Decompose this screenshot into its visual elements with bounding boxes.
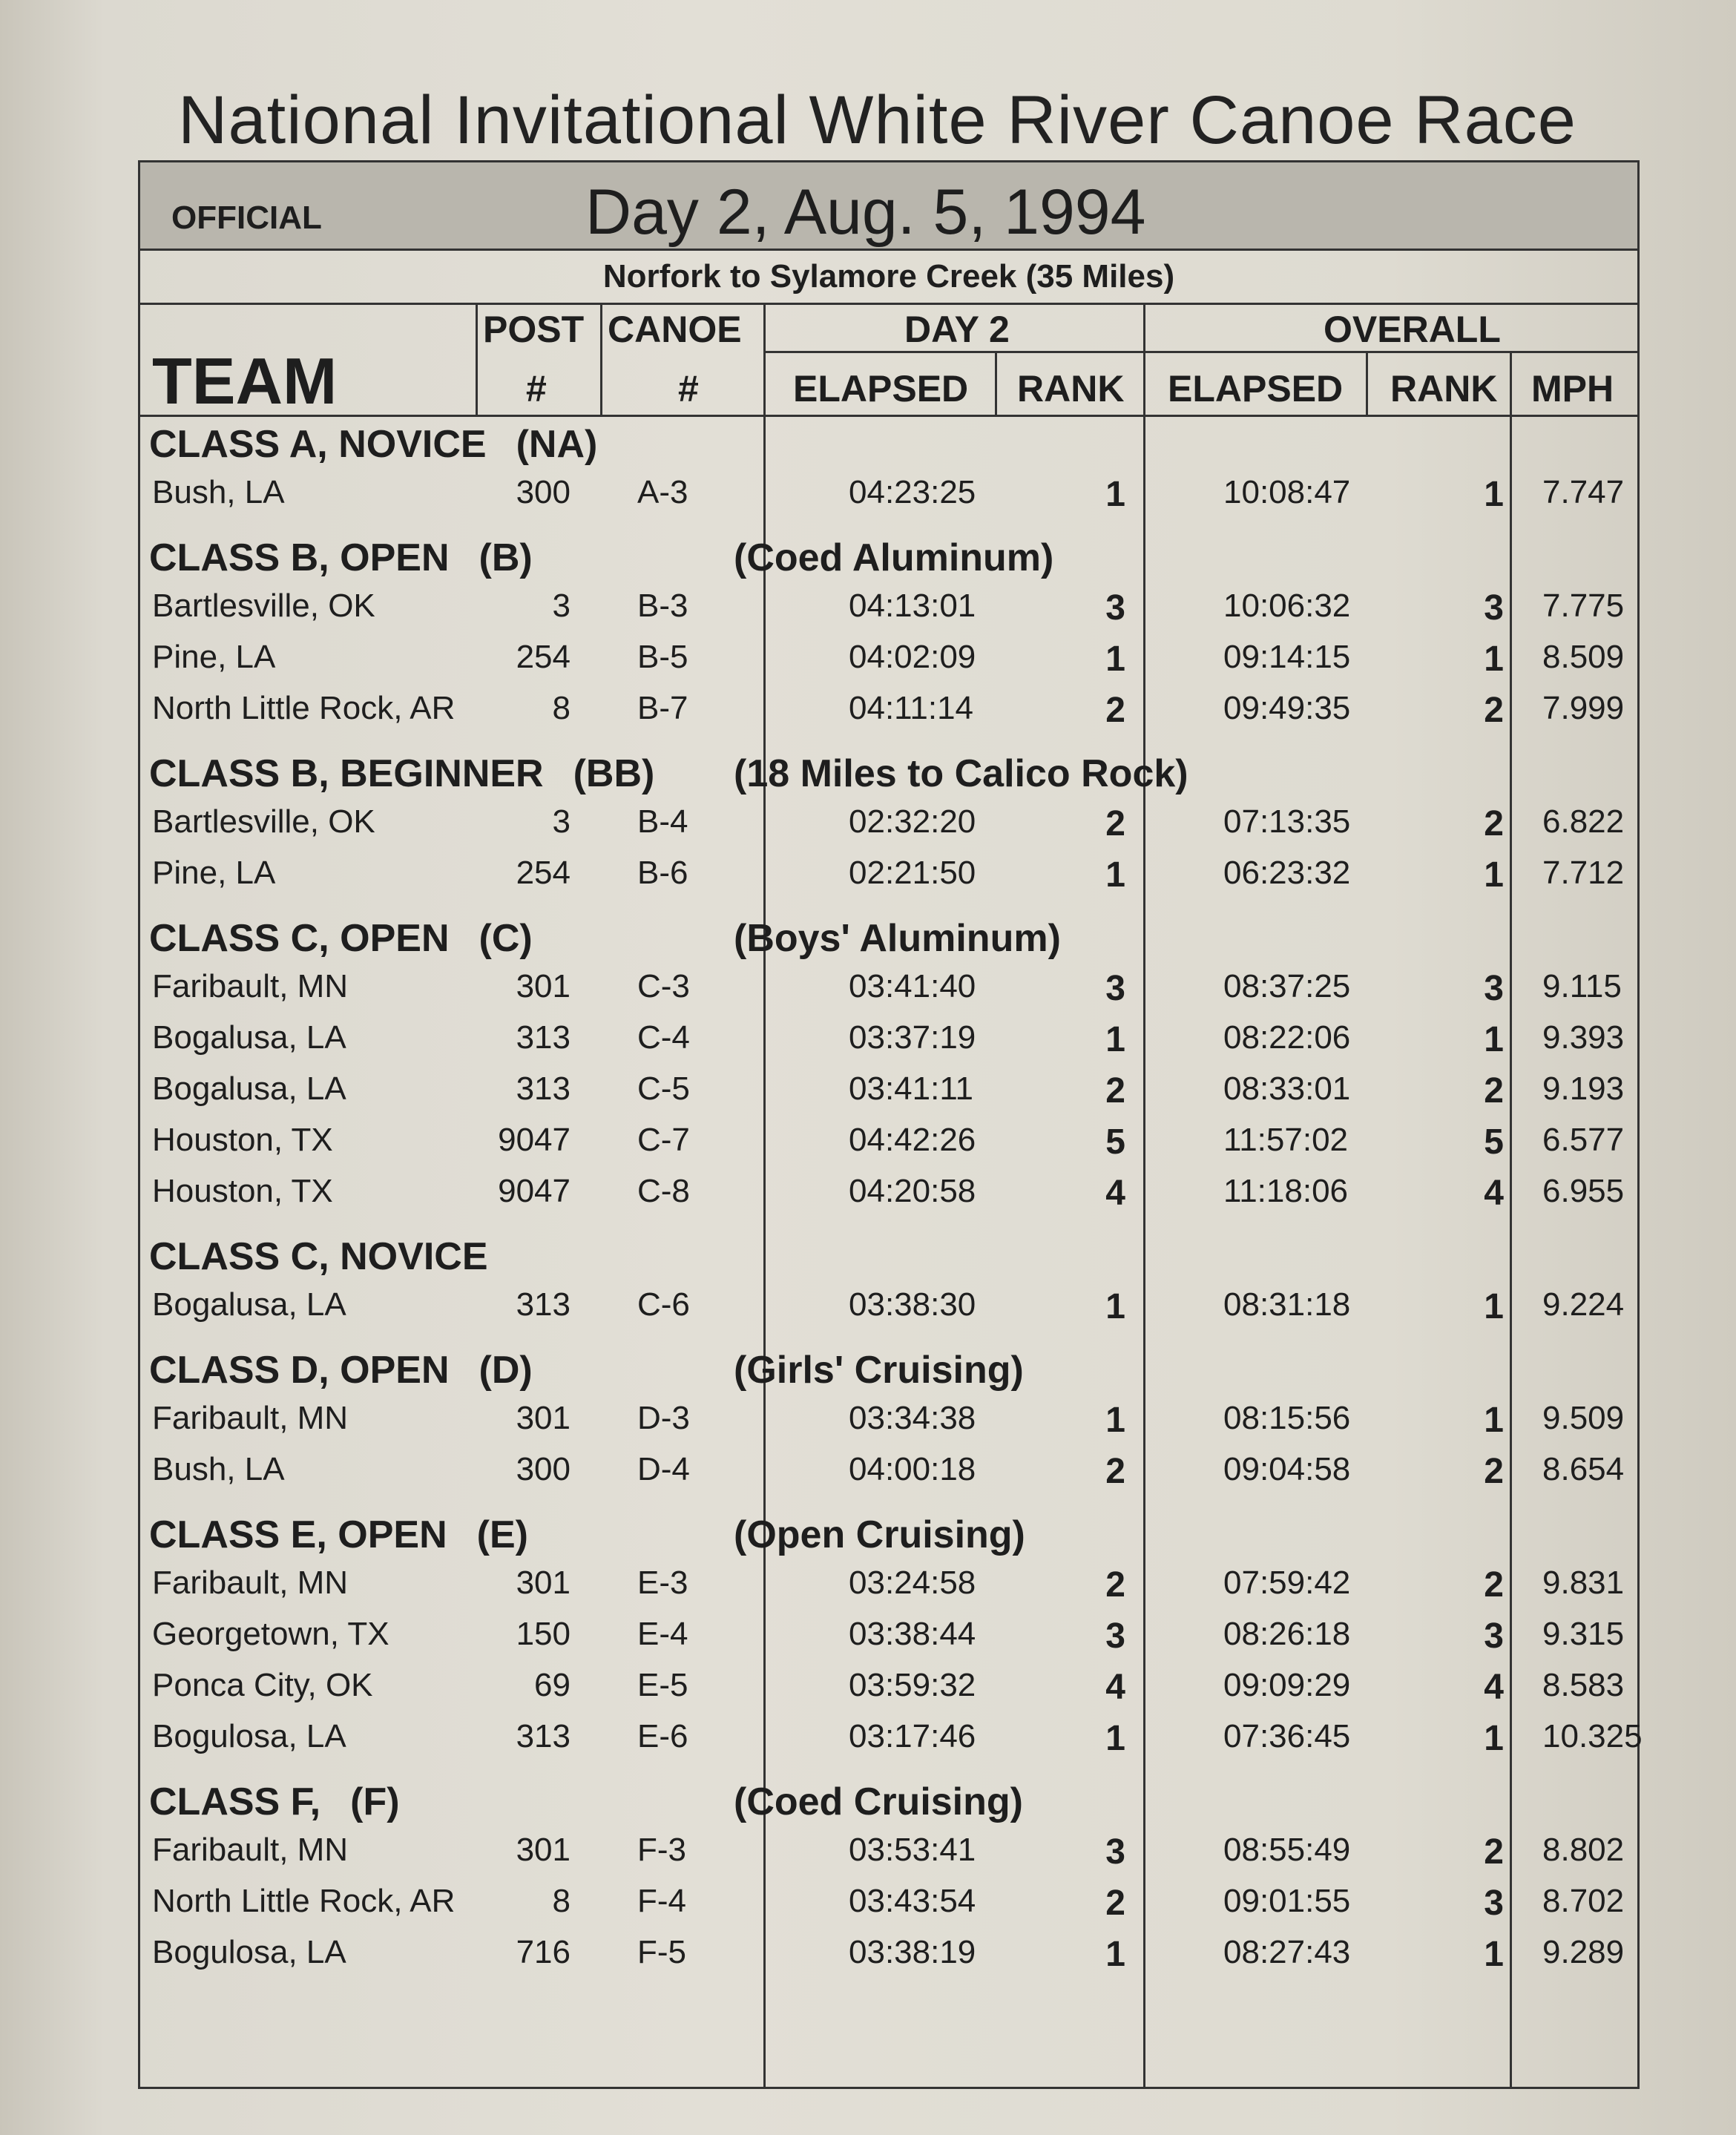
team-cell: Ponca City, OK [152, 1667, 373, 1703]
post-cell: 313 [516, 1718, 571, 1754]
overall-rank-cell: 4 [1484, 1174, 1504, 1213]
page-title: National Invitational White River Canoe Race [178, 82, 1576, 158]
mph-cell: 9.224 [1542, 1286, 1625, 1323]
day2-rank-cell: 1 [1105, 1020, 1125, 1059]
mph-cell: 6.577 [1542, 1122, 1625, 1158]
day2-rank-cell: 5 [1105, 1122, 1125, 1162]
header-canoe-sym: # [678, 368, 699, 409]
day2-elapsed-cell: 03:24:58 [849, 1565, 976, 1601]
day2-rank-cell: 3 [1105, 588, 1125, 628]
post-cell: 313 [516, 1019, 571, 1056]
header-day2: DAY 2 [904, 309, 1010, 350]
overall-rank-cell: 2 [1484, 804, 1504, 843]
overall-rank-cell: 3 [1484, 969, 1504, 1008]
post-cell: 9047 [498, 1122, 571, 1158]
post-cell: 313 [516, 1286, 571, 1323]
class-note: (18 Miles to Calico Rock) [734, 752, 1188, 795]
canoe-cell: B-7 [637, 690, 688, 726]
class-note: (Boys' Aluminum) [734, 917, 1061, 960]
table-row [140, 1718, 1643, 1769]
canoe-cell: E-4 [637, 1616, 688, 1652]
table-row [140, 1173, 1637, 1223]
post-cell: 300 [516, 474, 571, 510]
post-cell: 3 [552, 588, 571, 624]
overall-rank-cell: 1 [1484, 639, 1504, 679]
class-name: CLASS C, NOVICE [149, 1235, 488, 1278]
col-rule-post [600, 305, 602, 415]
table-row [140, 1616, 1637, 1666]
mph-cell: 9.115 [1542, 968, 1622, 1004]
post-cell: 9047 [498, 1173, 571, 1209]
canoe-cell: F-3 [637, 1832, 686, 1868]
team-cell: Bogalusa, LA [152, 1019, 346, 1056]
canoe-cell: C-6 [637, 1286, 690, 1323]
overall-rank-cell: 1 [1484, 1719, 1504, 1758]
table-row [140, 1667, 1637, 1717]
table-row [140, 803, 1637, 854]
class-heading [149, 916, 533, 961]
table-row [140, 1070, 1637, 1121]
header-day2-rank: RANK [1017, 368, 1125, 409]
mph-cell: 6.955 [1542, 1173, 1625, 1209]
subheader-rule [766, 351, 1637, 353]
day2-elapsed-cell: 03:38:44 [849, 1616, 976, 1652]
day2-elapsed-cell: 02:32:20 [849, 803, 976, 840]
class-note: (Open Cruising) [734, 1513, 1025, 1556]
day2-rank-cell: 3 [1105, 969, 1125, 1008]
official-label: OFFICIAL [171, 200, 322, 236]
post-cell: 254 [516, 639, 571, 675]
team-cell: Faribault, MN [152, 1832, 349, 1868]
post-cell: 69 [534, 1667, 571, 1703]
day2-rank-cell: 1 [1105, 1401, 1125, 1440]
class-note: (Coed Cruising) [734, 1780, 1023, 1823]
team-cell: Houston, TX [152, 1173, 333, 1209]
mph-cell: 8.802 [1542, 1832, 1625, 1868]
canoe-cell: E-5 [637, 1667, 688, 1703]
header-bottom-rule [140, 415, 1637, 417]
team-cell: Bogulosa, LA [152, 1934, 346, 1970]
overall-elapsed-cell: 11:57:02 [1223, 1122, 1349, 1158]
canoe-cell: E-3 [637, 1565, 688, 1601]
post-cell: 8 [552, 690, 571, 726]
overall-rank-cell: 1 [1484, 1935, 1504, 1974]
table-row [140, 1934, 1637, 1984]
day2-elapsed-cell: 03:59:32 [849, 1667, 976, 1703]
canoe-cell: D-4 [637, 1451, 690, 1487]
day2-rank-cell: 2 [1105, 1884, 1125, 1923]
class-name: CLASS D, OPEN [149, 1349, 450, 1392]
canoe-cell: C-7 [637, 1122, 690, 1158]
header-mph: MPH [1531, 368, 1614, 409]
day2-rank-cell: 2 [1105, 1071, 1125, 1111]
day2-rank-cell: 1 [1105, 1287, 1125, 1326]
class-code: (D) [479, 1349, 533, 1392]
overall-rank-cell: 5 [1484, 1122, 1504, 1162]
day2-elapsed-cell: 03:41:40 [849, 968, 976, 1004]
header-canoe: CANOE [608, 309, 742, 350]
class-heading [149, 1348, 533, 1392]
overall-elapsed-cell: 08:31:18 [1223, 1286, 1351, 1323]
overall-elapsed-cell: 10:08:47 [1223, 474, 1351, 510]
canoe-cell: B-4 [637, 803, 688, 840]
class-code: (NA) [516, 423, 598, 466]
team-cell: Bogulosa, LA [152, 1718, 346, 1754]
overall-elapsed-cell: 08:15:56 [1223, 1400, 1351, 1436]
overall-elapsed-cell: 08:33:01 [1223, 1070, 1351, 1107]
team-cell: Faribault, MN [152, 968, 349, 1004]
class-name: CLASS B, BEGINNER [149, 752, 544, 795]
table-row [140, 855, 1637, 905]
header-post-sym: # [526, 368, 547, 409]
table-row [140, 1019, 1637, 1070]
class-name: CLASS B, OPEN [149, 536, 450, 579]
class-heading [149, 422, 597, 467]
mph-cell: 9.193 [1542, 1070, 1625, 1107]
canoe-cell: E-6 [637, 1718, 688, 1754]
overall-elapsed-cell: 09:04:58 [1223, 1451, 1351, 1487]
overall-rank-cell: 1 [1484, 475, 1504, 514]
day2-rank-cell: 1 [1105, 855, 1125, 895]
table-row [140, 1122, 1637, 1172]
day2-rank-cell: 4 [1105, 1174, 1125, 1213]
day2-rank-cell: 4 [1105, 1668, 1125, 1707]
overall-elapsed-cell: 11:18:06 [1223, 1173, 1349, 1209]
team-cell: Bartlesville, OK [152, 588, 375, 624]
canoe-cell: B-3 [637, 588, 688, 624]
day2-elapsed-cell: 04:42:26 [849, 1122, 976, 1158]
overall-elapsed-cell: 07:36:45 [1223, 1718, 1351, 1754]
overall-elapsed-cell: 09:01:55 [1223, 1883, 1351, 1919]
class-note: (Coed Aluminum) [734, 536, 1054, 579]
overall-rank-cell: 1 [1484, 1287, 1504, 1326]
day2-elapsed-cell: 03:38:30 [849, 1286, 976, 1323]
day2-elapsed-cell: 04:23:25 [849, 474, 976, 510]
overall-elapsed-cell: 09:49:35 [1223, 690, 1351, 726]
table-row [140, 1451, 1637, 1501]
class-code: (B) [479, 536, 533, 579]
mph-cell: 9.831 [1542, 1565, 1625, 1601]
class-code: (C) [479, 917, 533, 960]
day2-rank-cell: 2 [1105, 1452, 1125, 1491]
overall-elapsed-cell: 10:06:32 [1223, 588, 1351, 624]
table-row [140, 1400, 1637, 1450]
day2-rank-cell: 2 [1105, 1565, 1125, 1605]
mph-cell: 9.509 [1542, 1400, 1625, 1436]
day2-elapsed-cell: 02:21:50 [849, 855, 976, 891]
canoe-cell: C-5 [637, 1070, 690, 1107]
overall-rank-cell: 1 [1484, 1020, 1504, 1059]
mph-cell: 7.747 [1542, 474, 1625, 510]
day2-elapsed-cell: 04:11:14 [849, 690, 974, 726]
overall-elapsed-cell: 08:22:06 [1223, 1019, 1351, 1056]
route-label: Norfork to Sylamore Creek (35 Miles) [140, 251, 1637, 305]
post-cell: 300 [516, 1451, 571, 1487]
header-overall-elapsed: ELAPSED [1168, 368, 1344, 409]
team-cell: Houston, TX [152, 1122, 333, 1158]
day2-elapsed-cell: 04:02:09 [849, 639, 976, 675]
mph-cell: 9.289 [1542, 1934, 1625, 1970]
day2-rank-cell: 1 [1105, 475, 1125, 514]
team-cell: Bush, LA [152, 1451, 285, 1487]
team-cell: Bogalusa, LA [152, 1286, 346, 1323]
mph-cell: 6.822 [1542, 803, 1625, 840]
day2-rank-cell: 2 [1105, 691, 1125, 730]
day2-elapsed-cell: 03:17:46 [849, 1718, 976, 1754]
header-overall: OVERALL [1324, 309, 1501, 350]
header-band [140, 162, 1637, 251]
overall-elapsed-cell: 06:23:32 [1223, 855, 1351, 891]
col-rule-day2-rank [995, 351, 997, 415]
mph-cell: 7.775 [1542, 588, 1625, 624]
overall-rank-cell: 2 [1484, 1832, 1504, 1872]
mph-cell: 8.583 [1542, 1667, 1625, 1703]
overall-rank-cell: 2 [1484, 1452, 1504, 1491]
canoe-cell: C-3 [637, 968, 690, 1004]
day2-rank-cell: 3 [1105, 1832, 1125, 1872]
post-cell: 301 [516, 1400, 571, 1436]
team-cell: Bartlesville, OK [152, 803, 375, 840]
results-table [138, 160, 1643, 2089]
day2-elapsed-cell: 03:41:11 [849, 1070, 974, 1107]
team-cell: Bogalusa, LA [152, 1070, 346, 1107]
class-heading [149, 1234, 518, 1279]
overall-rank-cell: 4 [1484, 1668, 1504, 1707]
table-row [140, 588, 1637, 638]
mph-cell: 8.702 [1542, 1883, 1625, 1919]
header-day2-elapsed: ELAPSED [793, 368, 969, 409]
post-cell: 150 [516, 1616, 571, 1652]
table-row [140, 474, 1637, 524]
day2-rank-cell: 1 [1105, 639, 1125, 679]
table-row [140, 1565, 1637, 1615]
canoe-cell: C-8 [637, 1173, 690, 1209]
canoe-cell: D-3 [637, 1400, 690, 1436]
class-code: (F) [350, 1780, 400, 1823]
table-row [140, 690, 1637, 740]
overall-elapsed-cell: 08:26:18 [1223, 1616, 1351, 1652]
team-cell: Bush, LA [152, 474, 285, 510]
table-row [140, 1286, 1637, 1337]
class-heading [149, 536, 533, 580]
day2-rank-cell: 1 [1105, 1719, 1125, 1758]
overall-rank-cell: 2 [1484, 1071, 1504, 1111]
day2-elapsed-cell: 04:20:58 [849, 1173, 976, 1209]
post-cell: 3 [552, 803, 571, 840]
team-cell: North Little Rock, AR [152, 690, 456, 726]
day2-rank-cell: 1 [1105, 1935, 1125, 1974]
col-rule-team [476, 305, 478, 415]
header-team: TEAM [152, 344, 338, 418]
mph-cell: 10.325 [1542, 1718, 1643, 1754]
overall-rank-cell: 3 [1484, 1884, 1504, 1923]
col-rule-overall-rank [1366, 351, 1368, 415]
table-row [140, 1832, 1637, 1882]
post-cell: 254 [516, 855, 571, 891]
overall-rank-cell: 2 [1484, 1565, 1504, 1605]
day2-elapsed-cell: 03:38:19 [849, 1934, 976, 1970]
class-heading [149, 751, 654, 796]
mph-cell: 9.393 [1542, 1019, 1625, 1056]
day2-elapsed-cell: 03:37:19 [849, 1019, 976, 1056]
team-cell: North Little Rock, AR [152, 1883, 456, 1919]
overall-rank-cell: 2 [1484, 691, 1504, 730]
overall-elapsed-cell: 09:09:29 [1223, 1667, 1351, 1703]
canoe-cell: F-4 [637, 1883, 686, 1919]
team-cell: Pine, LA [152, 855, 276, 891]
post-cell: 313 [516, 1070, 571, 1107]
class-code: (E) [476, 1513, 528, 1556]
table-row [140, 1883, 1637, 1933]
day2-elapsed-cell: 03:53:41 [849, 1832, 976, 1868]
overall-rank-cell: 3 [1484, 588, 1504, 628]
overall-elapsed-cell: 08:37:25 [1223, 968, 1351, 1004]
table-row [140, 639, 1637, 689]
day2-elapsed-cell: 03:34:38 [849, 1400, 976, 1436]
canoe-cell: B-5 [637, 639, 688, 675]
class-name: CLASS F, [149, 1780, 321, 1823]
mph-cell: 7.712 [1542, 855, 1625, 891]
class-name: CLASS A, NOVICE [149, 423, 487, 466]
header-post: POST [483, 309, 585, 350]
day2-rank-cell: 2 [1105, 804, 1125, 843]
day-title: Day 2, Aug. 5, 1994 [585, 177, 1146, 248]
day2-elapsed-cell: 04:13:01 [849, 588, 976, 624]
canoe-cell: A-3 [637, 474, 688, 510]
mph-cell: 9.315 [1542, 1616, 1625, 1652]
class-name: CLASS E, OPEN [149, 1513, 447, 1556]
post-cell: 301 [516, 968, 571, 1004]
post-cell: 8 [552, 1883, 571, 1919]
day2-elapsed-cell: 04:00:18 [849, 1451, 976, 1487]
overall-elapsed-cell: 09:14:15 [1223, 639, 1351, 675]
overall-elapsed-cell: 08:27:43 [1223, 1934, 1351, 1970]
mph-cell: 7.999 [1542, 690, 1625, 726]
canoe-cell: C-4 [637, 1019, 690, 1056]
table-row [140, 968, 1637, 1019]
canoe-cell: F-5 [637, 1934, 686, 1970]
class-note: (Girls' Cruising) [734, 1349, 1024, 1392]
team-cell: Faribault, MN [152, 1400, 349, 1436]
overall-rank-cell: 1 [1484, 1401, 1504, 1440]
team-cell: Pine, LA [152, 639, 276, 675]
canoe-cell: B-6 [637, 855, 688, 891]
header-overall-rank: RANK [1390, 368, 1498, 409]
class-heading [149, 1513, 528, 1557]
overall-rank-cell: 3 [1484, 1616, 1504, 1656]
mph-cell: 8.509 [1542, 639, 1625, 675]
mph-cell: 8.654 [1542, 1451, 1625, 1487]
post-cell: 301 [516, 1565, 571, 1601]
day2-elapsed-cell: 03:43:54 [849, 1883, 976, 1919]
overall-rank-cell: 1 [1484, 855, 1504, 895]
class-heading [149, 1780, 400, 1824]
post-cell: 716 [516, 1934, 571, 1970]
team-cell: Faribault, MN [152, 1565, 349, 1601]
overall-elapsed-cell: 07:59:42 [1223, 1565, 1351, 1601]
day2-rank-cell: 3 [1105, 1616, 1125, 1656]
post-cell: 301 [516, 1832, 571, 1868]
team-cell: Georgetown, TX [152, 1616, 389, 1652]
class-code: (BB) [573, 752, 655, 795]
overall-elapsed-cell: 07:13:35 [1223, 803, 1351, 840]
class-name: CLASS C, OPEN [149, 917, 450, 960]
overall-elapsed-cell: 08:55:49 [1223, 1832, 1351, 1868]
